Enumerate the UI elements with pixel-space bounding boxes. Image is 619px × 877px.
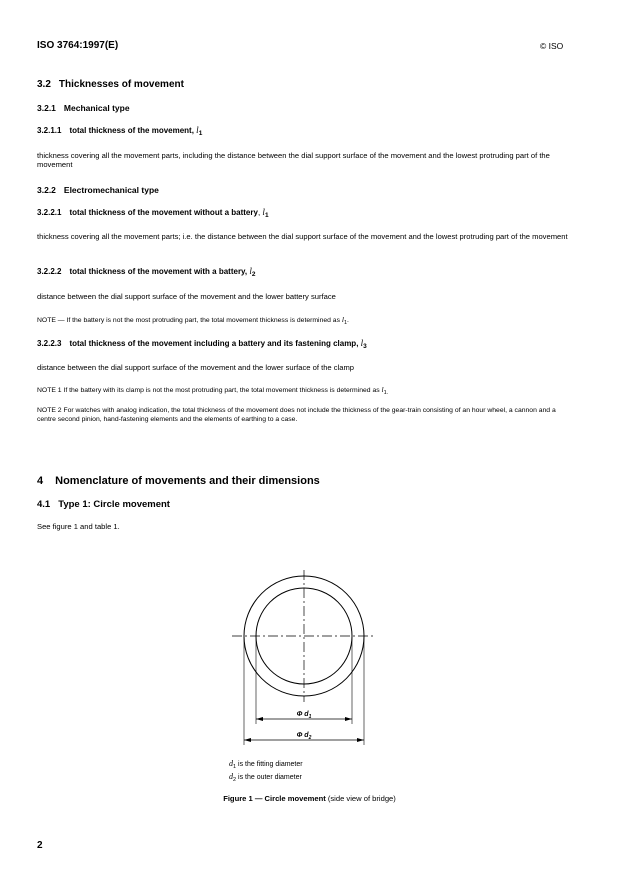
section-3-2-2-3-heading: 3.2.2.3 total thickness of the movement including a battery and its fastening clamp, $l_3$ [37,338,367,350]
section-4-1-heading: 4.1 Type 1: Circle movement [37,499,170,510]
document-id: ISO 3764:1997(E) [37,40,119,51]
d1-dimension-label: Φ $d_1$ [296,711,312,720]
section-3-2-2-1-text: thickness covering all the movement parts; i.e. the distance between the dial support surface of the movement and the lowest protruding part of the movement [37,232,568,241]
section-3-2-1-1-text: thickness covering all the movement parts, including the distance between the dial support surface of the movement and the lowest protruding part of the movement [37,151,550,169]
d2-arrow-right [357,738,364,742]
page-number: 2 [37,840,43,851]
d2-arrow-left [244,738,251,742]
legend-item-d2: $d_2$ is the outer diameter [229,772,302,783]
legend-item-d1: $d_1$ is the fitting diameter [229,759,303,770]
section-3-2-heading: 3.2 Thicknesses of movement [37,79,184,90]
section-4-heading: 4 Nomenclature of movements and their dimensions [37,475,320,487]
d1-arrow-left [256,717,263,721]
section-3-2-2-heading: 3.2.2 Electromechanical type [37,185,159,195]
section-3-2-2-3-note-1: NOTE 1 If the battery with its clamp is not the most protruding part, the total movement thickness is determined as $l_{1.}$ [37,385,389,396]
section-4-1-text: See figure 1 and table 1. [37,522,120,531]
section-3-2-2-3-note-2: NOTE 2 For watches with analog indication, the total thickness of the movement does not include the thickness of the gear-train consisting of an hour wheel, a cannon and a centre second pinion, hand-fastening elements and the elements of earthing to a case. [37,407,556,423]
section-3-2-2-2-heading: 3.2.2.2 total thickness of the movement with a battery, $l_2$ [37,266,256,278]
section-3-2-2-2-note: NOTE — If the battery is not the most protruding part, the total movement thickness is determined as $l_1$. [37,315,349,326]
section-3-2-1-heading: 3.2.1 Mechanical type [37,103,130,113]
figure-legend [229,759,303,785]
figure-caption: Figure 1 — Circle movement (side view of bridge) [223,794,396,803]
section-3-2-2-3-text: distance between the dial support surface of the movement and the lower surface of the clamp [37,363,355,372]
section-3-2-2-1-heading: 3.2.2.1 total thickness of the movement without a battery, $l_1$ [37,207,269,219]
copyright: © ISO [540,41,564,51]
d2-dimension-label: Φ $d_2$ [296,732,312,741]
section-3-2-2-2-text: distance between the dial support surface of the movement and the lower battery surface [37,292,336,301]
d1-arrow-right [345,717,352,721]
section-3-2-1-1-heading: 3.2.1.1 total thickness of the movement, $l_1$ [37,125,203,137]
